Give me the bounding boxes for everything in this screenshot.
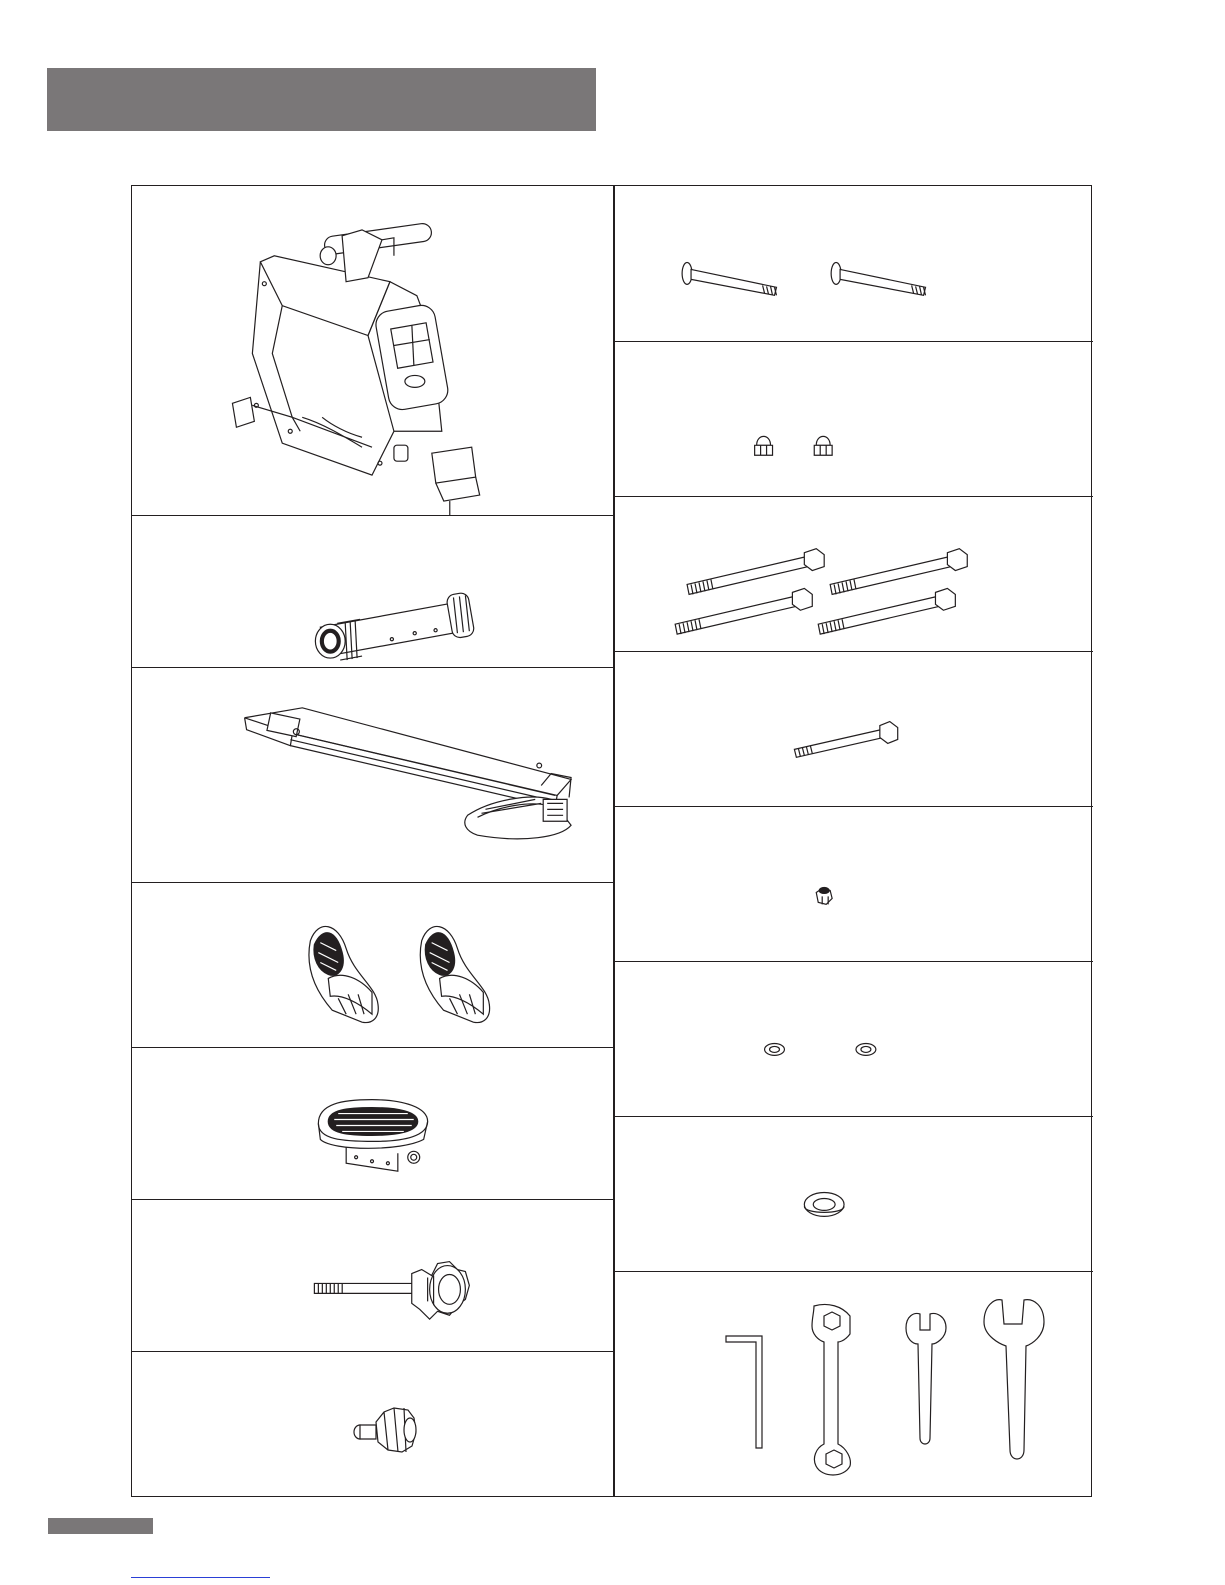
part-cell-main-frame — [132, 186, 613, 516]
part-cell-carriage-bolts — [614, 186, 1093, 342]
hex-bolt-d — [818, 588, 955, 634]
hex-bolt-b — [830, 549, 967, 595]
pop-pin-icon — [132, 1352, 613, 1498]
parts-list-table — [131, 185, 1092, 1497]
hex-bolt-c — [675, 588, 812, 634]
footer-link-underline[interactable] — [131, 1577, 270, 1578]
cap-nut-icon — [614, 342, 1093, 496]
open-wrench-small — [906, 1314, 946, 1444]
washer-icon — [614, 962, 1093, 1116]
part-cell-pedals — [132, 883, 613, 1048]
rail-icon — [132, 668, 613, 882]
lock-nut-icon — [614, 807, 1093, 961]
pedal-icon — [132, 883, 613, 1047]
double-box-wrench — [812, 1304, 850, 1475]
seat-icon — [132, 1048, 613, 1199]
part-cell-seat-handle-bar — [132, 516, 613, 668]
part-cell-knob-bolt — [132, 1200, 613, 1352]
part-cell-cap-nuts — [614, 342, 1093, 497]
carriage-bolt-2 — [831, 263, 925, 296]
part-cell-rail — [132, 668, 613, 883]
page-number-bar — [48, 1518, 153, 1534]
part-cell-tools — [614, 1272, 1093, 1498]
carriage-bolt-1 — [682, 263, 776, 296]
part-cell-lock-nut — [614, 807, 1093, 962]
part-cell-hex-bolts-long — [614, 497, 1093, 652]
hex-bolt-a — [687, 549, 824, 595]
handlebar-tube-icon — [132, 516, 613, 667]
part-cell-pop-pin — [132, 1352, 613, 1498]
part-cell-spring-washers — [614, 962, 1093, 1117]
tool-set-icon — [614, 1272, 1093, 1498]
pedal-right — [420, 926, 489, 1022]
part-cell-flat-washer — [614, 1117, 1093, 1272]
allen-key — [726, 1336, 762, 1448]
part-cell-seat — [132, 1048, 613, 1200]
carriage-bolt-icon — [614, 186, 1093, 341]
pedal-left — [309, 926, 378, 1022]
main-frame-icon — [132, 186, 613, 515]
hex-bolt-icon — [614, 497, 1093, 651]
knob-bolt-icon — [132, 1200, 613, 1351]
open-wrench-large — [984, 1300, 1044, 1459]
flat-washer-icon — [614, 1117, 1093, 1271]
part-cell-hex-bolt-single — [614, 652, 1093, 807]
section-header-bar — [47, 68, 596, 131]
hex-bolt-icon — [614, 652, 1093, 806]
